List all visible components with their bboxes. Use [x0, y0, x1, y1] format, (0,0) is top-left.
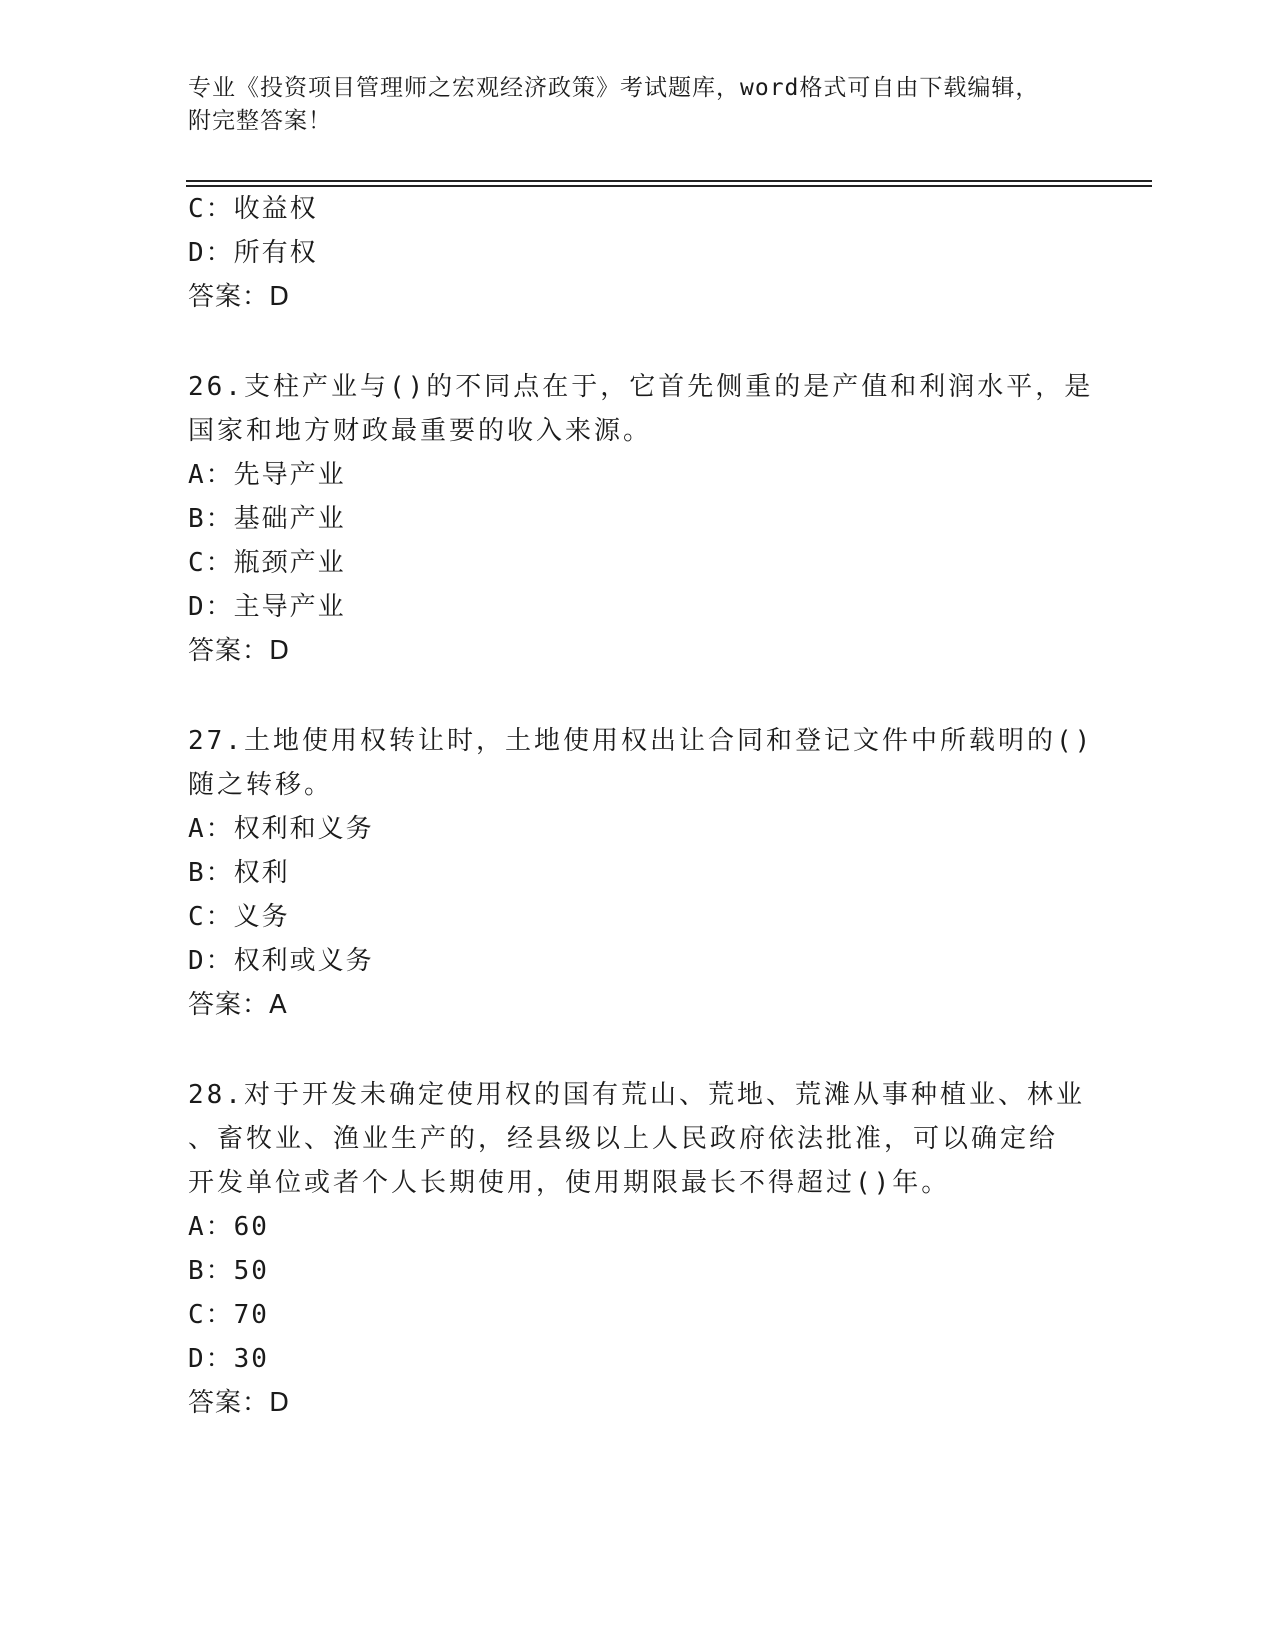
- question-27-text: 随之转移。: [188, 770, 334, 800]
- question-26-text: 26.支柱产业与()的不同点在于，它首先侧重的是产值和利润水平，是: [188, 372, 1094, 402]
- question-28-text: 开发单位或者个人长期使用，使用期限最长不得超过()年。: [188, 1168, 951, 1198]
- question-26-text: 国家和地方财政最重要的收入来源。: [188, 416, 653, 446]
- option-a: A：权利和义务: [188, 814, 374, 844]
- option-d: D：主导产业: [188, 592, 346, 622]
- answer-line: 答案：D: [188, 1388, 291, 1418]
- answer-line: 答案：A: [188, 990, 288, 1020]
- option-d: D：30: [188, 1344, 269, 1374]
- option-a: A：先导产业: [188, 460, 346, 490]
- answer-line: 答案：D: [188, 282, 291, 312]
- option-c: C：义务: [188, 902, 290, 932]
- header-line-2: 附完整答案！: [188, 108, 332, 134]
- option-b: B：权利: [188, 858, 290, 888]
- option-a: A：60: [188, 1212, 269, 1242]
- header-divider-bottom: [186, 185, 1152, 187]
- answer-line: 答案：D: [188, 636, 291, 666]
- question-27-text: 27.土地使用权转让时，土地使用权出让合同和登记文件中所载明的(): [188, 726, 1094, 756]
- option-b: B：50: [188, 1256, 269, 1286]
- question-28-text: 、畜牧业、渔业生产的，经县级以上人民政府依法批准，可以确定给: [188, 1124, 1059, 1154]
- header-divider-top: [186, 180, 1152, 182]
- question-28-text: 28.对于开发未确定使用权的国有荒山、荒地、荒滩从事种植业、林业: [188, 1080, 1085, 1110]
- option-d: D：所有权: [188, 238, 318, 268]
- document-header: [188, 72, 1088, 138]
- option-c: C：瓶颈产业: [188, 548, 346, 578]
- header-line-1: 专业《投资项目管理师之宏观经济政策》考试题库，word格式可自由下载编辑，: [188, 75, 1040, 101]
- option-d: D：权利或义务: [188, 946, 374, 976]
- option-b: B：基础产业: [188, 504, 346, 534]
- option-c: C：70: [188, 1300, 269, 1330]
- option-c: C：收益权: [188, 194, 318, 224]
